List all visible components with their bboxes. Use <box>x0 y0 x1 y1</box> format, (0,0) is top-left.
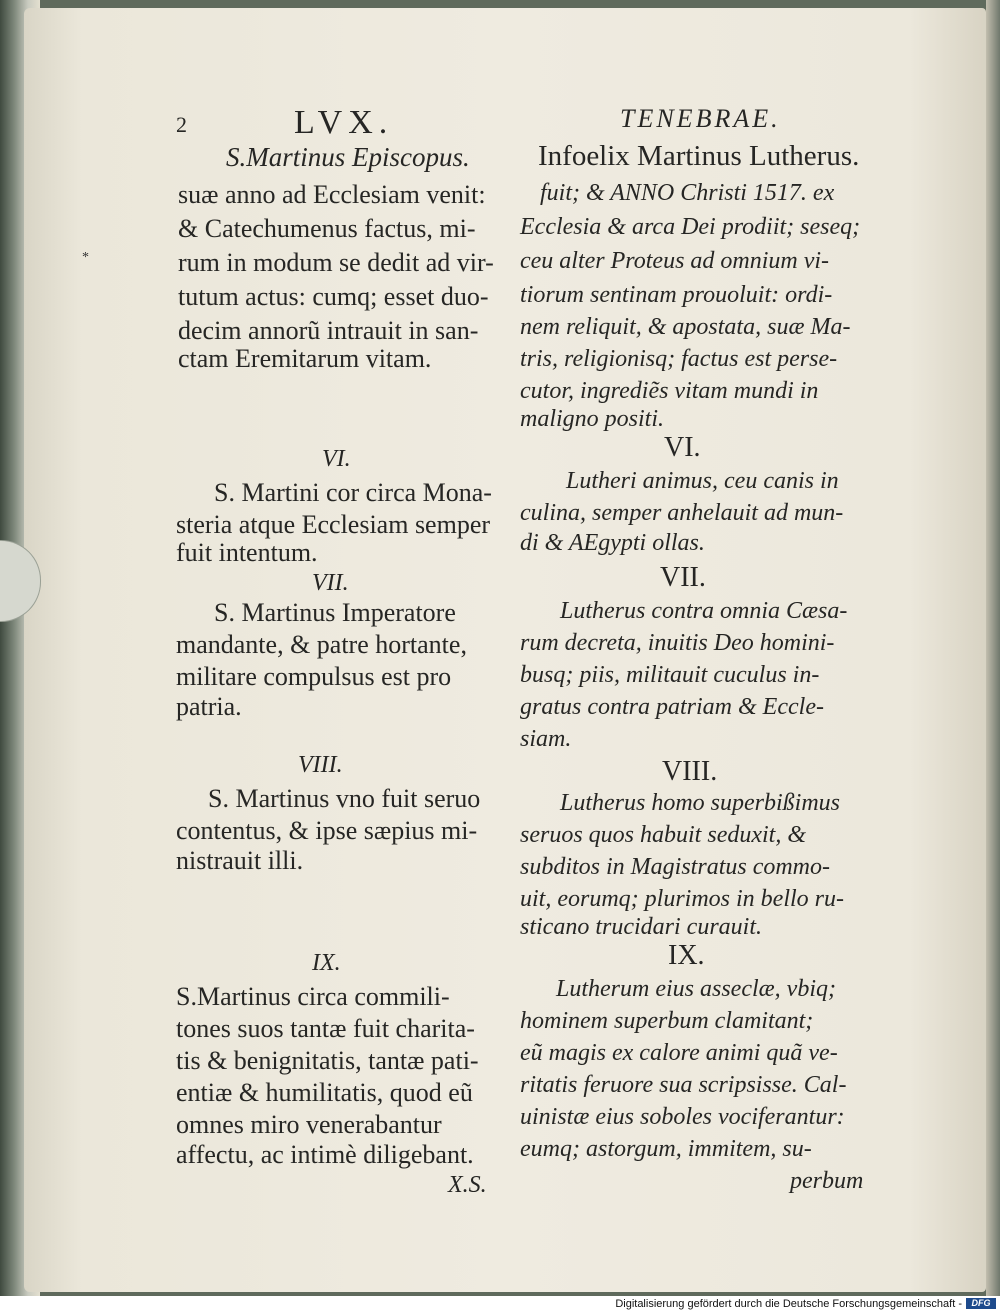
left-line: fuit intentum. <box>176 538 318 567</box>
right-line: Lutherus contra omnia Cæsa- <box>560 598 848 624</box>
catchword: perbum <box>790 1168 864 1194</box>
right-line: busq; piis, militauit cuculus in- <box>520 662 820 688</box>
left-header: LVX. <box>294 104 394 141</box>
right-line: culina, semper anhelauit ad mun- <box>520 500 844 526</box>
left-section-heading: VII. <box>312 570 349 596</box>
right-line: eũ magis ex calore animi quã ve- <box>520 1040 838 1066</box>
right-section-heading: VII. <box>660 562 706 593</box>
right-subtitle: Infoelix Martinus Lutherus. <box>538 140 860 172</box>
book-page <box>24 8 986 1292</box>
left-section-heading: IX. <box>312 950 341 976</box>
right-line: Lutherus homo superbißimus <box>560 790 841 816</box>
right-line: subditos in Magistratus commo- <box>520 854 831 880</box>
catchword: X.S. <box>448 1172 487 1198</box>
left-line: S.Martinus circa commili- <box>176 982 450 1011</box>
right-line: fuit; & ANNO Christi 1517. ex <box>540 180 835 206</box>
right-line: gratus contra patriam & Eccle- <box>520 694 824 720</box>
footer-credit: Digitalisierung gefördert durch die Deutsche Forschungsgemeinschaft - <box>615 1298 962 1310</box>
left-line: entiæ & humilitatis, quod eũ <box>176 1078 473 1107</box>
left-line: omnes miro venerabantur <box>176 1110 442 1139</box>
left-line: affectu, ac intimè diligebant. <box>176 1140 474 1169</box>
right-line: rum decreta, inuitis Deo homini- <box>520 630 835 656</box>
left-line: S. Martini cor circa Mona- <box>214 478 492 507</box>
dfg-logo: DFG <box>966 1298 996 1309</box>
right-line: nem reliquit, & apostata, suæ Ma- <box>520 314 851 340</box>
left-line: tis & benignitatis, tantæ pati- <box>176 1046 479 1075</box>
left-line: nistrauit illi. <box>176 846 304 875</box>
left-line: mandante, & patre hortante, <box>176 630 467 659</box>
left-line: decim annorũ intrauit in san- <box>178 316 479 345</box>
right-line: di & AEgypti ollas. <box>520 530 705 556</box>
right-line: seruos quos habuit seduxit, & <box>520 822 806 848</box>
left-section-heading: VI. <box>322 446 351 472</box>
right-line: uinistæ eius soboles vociferantur: <box>520 1104 845 1130</box>
left-subtitle: S.Martinus Episcopus. <box>226 142 470 172</box>
right-line: uit, eorumq; plurimos in bello ru- <box>520 886 844 912</box>
right-line: tris, religionisq; factus est perse- <box>520 346 838 372</box>
marginal-mark: * <box>82 250 89 265</box>
right-line: ritatis feruore sua scripsisse. Cal- <box>520 1072 847 1098</box>
right-line: maligno positi. <box>520 406 665 432</box>
left-line: contentus, & ipse sæpius mi- <box>176 816 478 845</box>
left-line: rum in modum se dedit ad vir- <box>178 248 494 277</box>
right-line: hominem superbum clamitant; <box>520 1008 814 1034</box>
right-line: eumq; astorgum, immitem, su- <box>520 1136 812 1162</box>
left-line: suæ anno ad Ecclesiam venit: <box>178 180 486 209</box>
left-line: tones suos tantæ fuit charita- <box>176 1014 475 1043</box>
right-line: cutor, ingrediẽs vitam mundi in <box>520 378 819 404</box>
left-line: militare compulsus est pro <box>176 662 452 691</box>
right-line: ceu alter Proteus ad omnium vi- <box>520 248 830 274</box>
left-line: ctam Eremitarum vitam. <box>178 344 432 373</box>
right-section-heading: VI. <box>664 432 701 463</box>
left-line: & Catechumenus factus, mi- <box>178 214 476 243</box>
right-header: TENEBRAE. <box>620 104 781 133</box>
right-line: sticano trucidari curauit. <box>520 914 762 940</box>
left-line: steria atque Ecclesiam semper <box>176 510 491 539</box>
right-line: tiorum sentinam prouoluit: ordi- <box>520 282 833 308</box>
right-section-heading: IX. <box>668 940 705 971</box>
page-number: 2 <box>176 112 187 137</box>
right-line: siam. <box>520 726 572 752</box>
left-line: S. Martinus vno fuit seruo <box>208 784 481 813</box>
left-line: patria. <box>176 692 242 721</box>
left-line: tutum actus: cumq; esset duo- <box>178 282 489 311</box>
right-line: Lutheri animus, ceu canis in <box>566 468 839 494</box>
right-line: Lutherum eius asseclæ, vbiq; <box>556 976 836 1002</box>
left-section-heading: VIII. <box>298 752 343 778</box>
right-section-heading: VIII. <box>662 756 718 787</box>
left-line: S. Martinus Imperatore <box>214 598 456 627</box>
book-right-edge <box>986 0 1000 1296</box>
right-line: Ecclesia & arca Dei prodiit; seseq; <box>520 214 861 240</box>
